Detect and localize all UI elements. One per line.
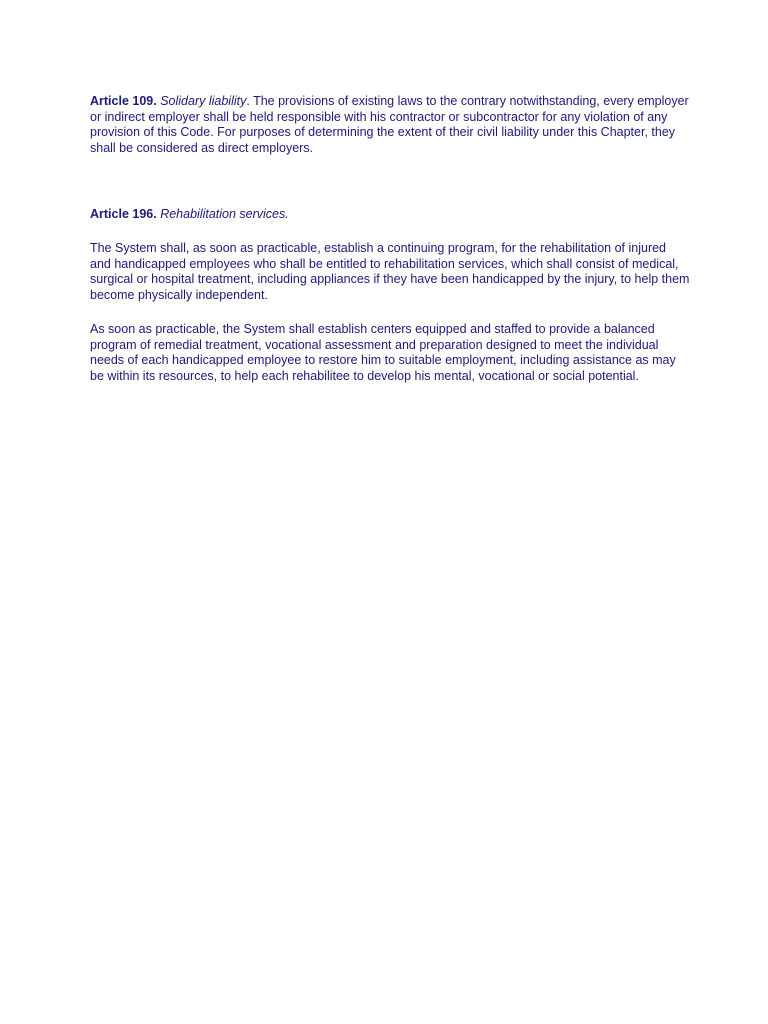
article-196-heading (90, 207, 690, 223)
article-196-paragraph-2: As soon as practicable, the System shall establish centers equipped and staffed to provide a balanced program of remedial treatment, vocational assessment and preparation designed to meet the individual needs of each handicapped employee to restore him to suitable employment, including assistance as may be within its resources, to help each rehabilitee to develop his mental, vocational or social potential. (90, 322, 676, 383)
article-109-body: . The provisions of existing laws to the contrary notwithstanding, every employer or indirect employer shall be held responsible with his contractor or subcontractor for any violation of any provision of this Code. For purposes of determining the extent of their civil liability under this Chapter, they shall be considered as direct employers. (90, 94, 689, 155)
article-109-number: Article 109. (90, 94, 157, 108)
article-196-paragraph-1: The System shall, as soon as practicable, establish a continuing program, for the rehabilitation of injured and handicapped employees who shall be entitled to rehabilitation services, which shall consist of medical, surgical or hospital treatment, including appliances if they have been handicapped by the injury, to help them become physically independent. (90, 241, 690, 302)
article-109-title: Solidary liability (160, 94, 247, 108)
article-196-title: Rehabilitation services. (160, 207, 289, 221)
article-196-number: Article 196. (90, 207, 157, 221)
article-109-paragraph (90, 94, 690, 156)
